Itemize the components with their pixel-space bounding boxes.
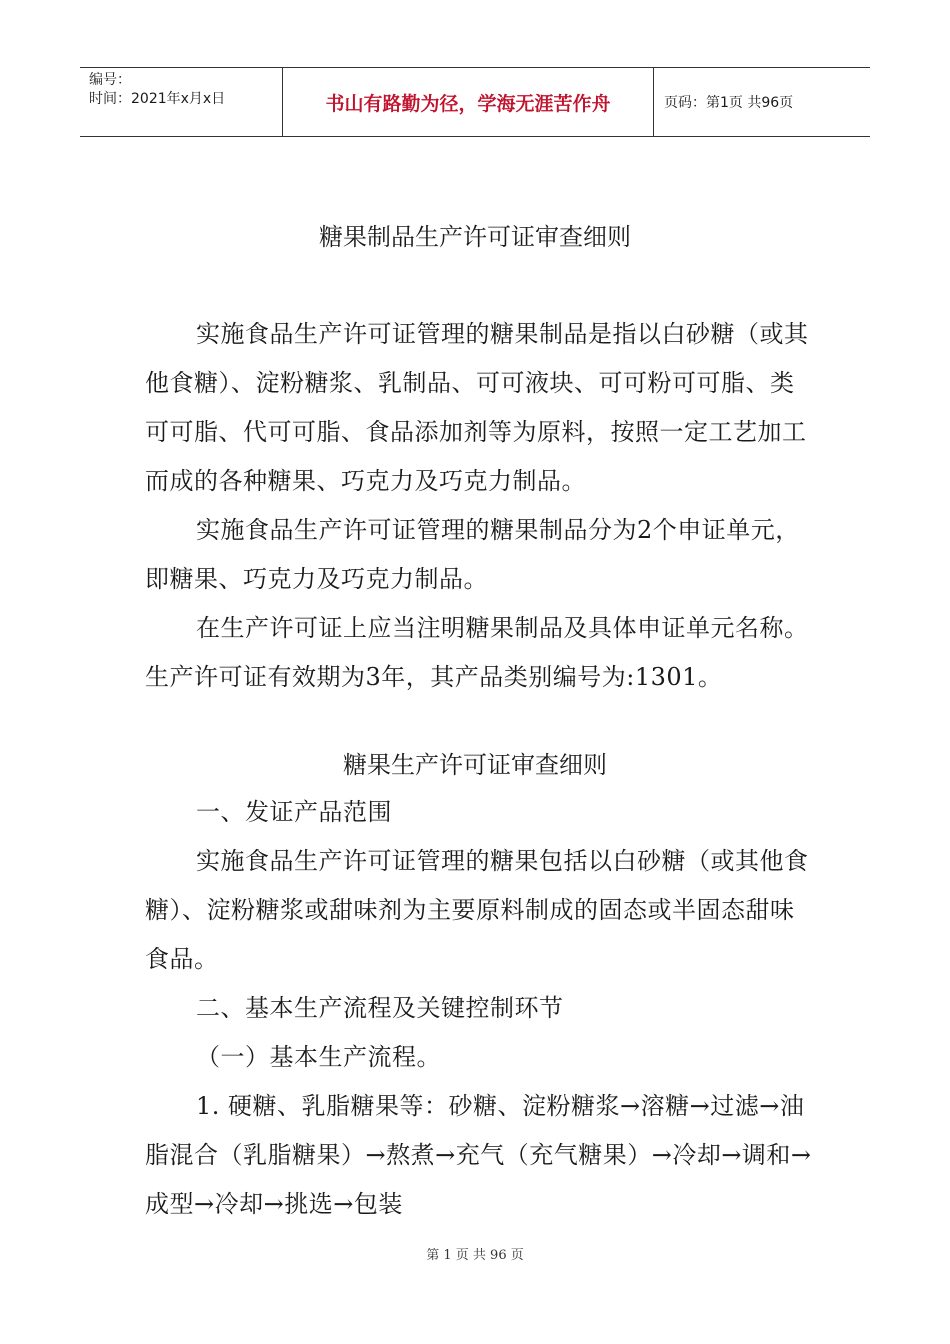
serial-label: 编号： <box>89 72 131 88</box>
header-meta <box>80 68 282 136</box>
page-footer: 第 1 页 共 96 页 <box>426 1248 524 1263</box>
section-heading-process: 二、基本生产流程及关键控制环节 <box>196 994 564 1022</box>
sub-heading-process: （一）基本生产流程。 <box>196 1043 441 1071</box>
intro-paragraph-1: 实施食品生产许可证管理的糖果制品是指以白砂糖（或其他食糖）、淀粉糖浆、乳制品、可可液块、可可粉可可脂、类可可脂、代可可脂、食品添加剂等为原料，按照一定工艺加工而成的各种糖果、巧克力及巧克力制品。 <box>145 320 809 495</box>
scope-paragraph: 实施食品生产许可证管理的糖果包括以白砂糖（或其他食糖）、淀粉糖浆或甜味剂为主要原料制成的固态或半固态甜味食品。 <box>145 847 809 973</box>
document-title: 糖果制品生产许可证审查细则 <box>319 223 631 251</box>
intro-paragraph-3: 在生产许可证上应当注明糖果制品及具体申证单元名称。生产许可证有效期为3年，其产品类别编号为:1301。 <box>145 614 809 691</box>
process-paragraph: 1. 硬糖、乳脂糖果等：砂糖、淀粉糖浆→溶糖→过滤→油脂混合（乳脂糖果）→熬煮→充气（充气糖果）→冷却→调和→成型→冷却→挑选→包装 <box>145 1092 812 1218</box>
date-label: 时间：2021年x月x日 <box>89 91 226 107</box>
intro-section <box>145 310 815 702</box>
body-section <box>145 788 815 1229</box>
header-motto: 书山有路勤为径，学海无涯苦作舟 <box>282 68 654 136</box>
section-title: 糖果生产许可证审查细则 <box>343 751 607 779</box>
header-page-info: 页码：第1页 共96页 <box>664 95 794 111</box>
section-heading-scope: 一、发证产品范围 <box>196 798 392 826</box>
page-header <box>80 67 870 137</box>
intro-paragraph-2: 实施食品生产许可证管理的糖果制品分为2个申证单元，即糖果、巧克力及巧克力制品。 <box>145 516 800 593</box>
